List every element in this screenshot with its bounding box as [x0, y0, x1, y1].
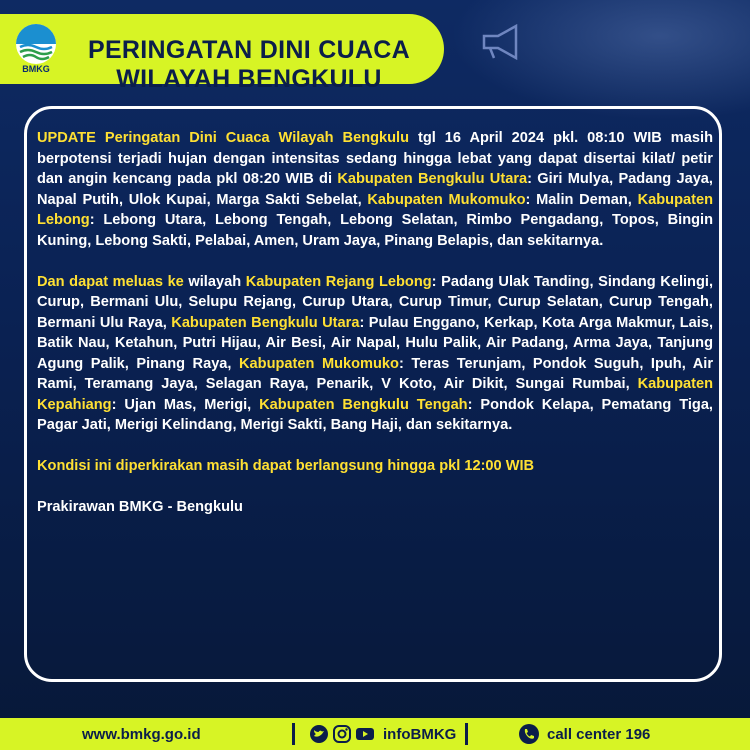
body-text: : Pulau Enggano, Kerkap, Kota Arga Makmur, Lais, Batik Nau, Ketahun, Putri Hijau, Air Besi, Air Napal, Hulu Palik, Air Padang, Arma Jaya, Tanjung Agung Palik, Pinang Raya, — [37, 314, 714, 372]
body-text: : Malin Deman, — [525, 191, 638, 208]
body-text: : Pondok Kelapa, Pematang Tiga, Pagar Jati, Merigi Kelindang, Merigi Sakti, Bang Haji, dan sekitarnya. — [37, 396, 713, 433]
body-text: : Giri Mulya, Padang Jaya, Napal Putih, Ulok Kupai, Marga Sakti Sebelat, — [37, 171, 713, 208]
body-text: : Teras Terunjam, Pondok Suguh, Ipuh, Air Rami, Teramang Jaya, Selagan Raya, Penarik, V Koto, Air Dikit, Sungai Rumbai, — [37, 355, 714, 392]
highlight-text: Kabupaten Bengkulu Utara — [337, 171, 528, 187]
highlight-text: UPDATE Peringatan Dini Cuaca Wilayah Bengkulu — [37, 130, 410, 146]
highlight-text: Kabupaten Bengkulu Utara — [171, 314, 360, 331]
signature-text: Prakirawan BMKG - Bengkulu — [37, 499, 243, 515]
megaphone-icon — [478, 24, 524, 60]
instagram-icon[interactable] — [333, 725, 351, 743]
body-text: : Padang Ulak Tanding, Sindang Kelingi, Curup, Bermani Ulu, Selupu Rejang, Curup Utara, Curup Timur, Curup Selatan, Curup Tengah, Bermani Ulu Raya, — [37, 273, 713, 331]
paragraph-expansion-areas — [37, 272, 713, 436]
body-text: : Lebong Utara, Lebong Tengah, Lebong Selatan, Rimbo Pengadang, Topos, Bingin Kuning, Lebong Sakti, Pelabai, Amen, Uram Jaya, Pinang Belapis, dan sekitarnya. — [37, 212, 713, 249]
highlight-text: Kabupaten Bengkulu Tengah — [259, 396, 468, 413]
warning-text — [37, 128, 713, 538]
footer-divider — [292, 723, 295, 745]
youtube-icon[interactable] — [356, 725, 374, 743]
highlight-text: Kabupaten Lebong — [37, 191, 713, 228]
body-text: wilayah — [183, 273, 246, 290]
condition-text: Kondisi ini diperkirakan masih dapat berlangsung hingga pkl 12:00 WIB — [37, 458, 535, 474]
social-handle[interactable]: infoBMKG — [383, 726, 457, 743]
page-title — [70, 36, 428, 94]
twitter-icon[interactable] — [310, 725, 328, 743]
phone-icon — [519, 724, 539, 744]
body-text: tgl 16 April 2024 pkl. 08:10 WIB masih berpotensi terjadi hujan dengan intensitas sedang hingga lebat yang dapat disertai kilat/ petir dan angin kencang pada pkl 08:20 WIB di — [37, 130, 713, 187]
title-line-1: PERINGATAN DINI CUACA — [87, 36, 411, 64]
paragraph-affected-areas — [37, 128, 713, 251]
logo-label: BMKG — [22, 64, 50, 74]
highlight-text: Kabupaten Mukomuko — [239, 355, 399, 372]
body-text: : Ujan Mas, Merigi, — [111, 396, 260, 413]
footer-divider — [465, 723, 468, 745]
highlight-text: Kabupaten Kepahiang — [37, 376, 713, 413]
highlight-text: Kabupaten Rejang Lebong — [245, 273, 432, 290]
background-decoration — [450, 0, 750, 120]
call-center[interactable]: call center 196 — [547, 726, 651, 743]
highlight-text: Kabupaten Mukomuko — [367, 191, 526, 208]
header-banner — [0, 14, 444, 93]
footer-bar — [0, 718, 750, 750]
title-line-2: WILAYAH BENGKULU — [116, 65, 382, 93]
highlight-text: Dan dapat meluas ke — [37, 273, 184, 290]
website-link[interactable]: www.bmkg.go.id — [82, 726, 201, 743]
